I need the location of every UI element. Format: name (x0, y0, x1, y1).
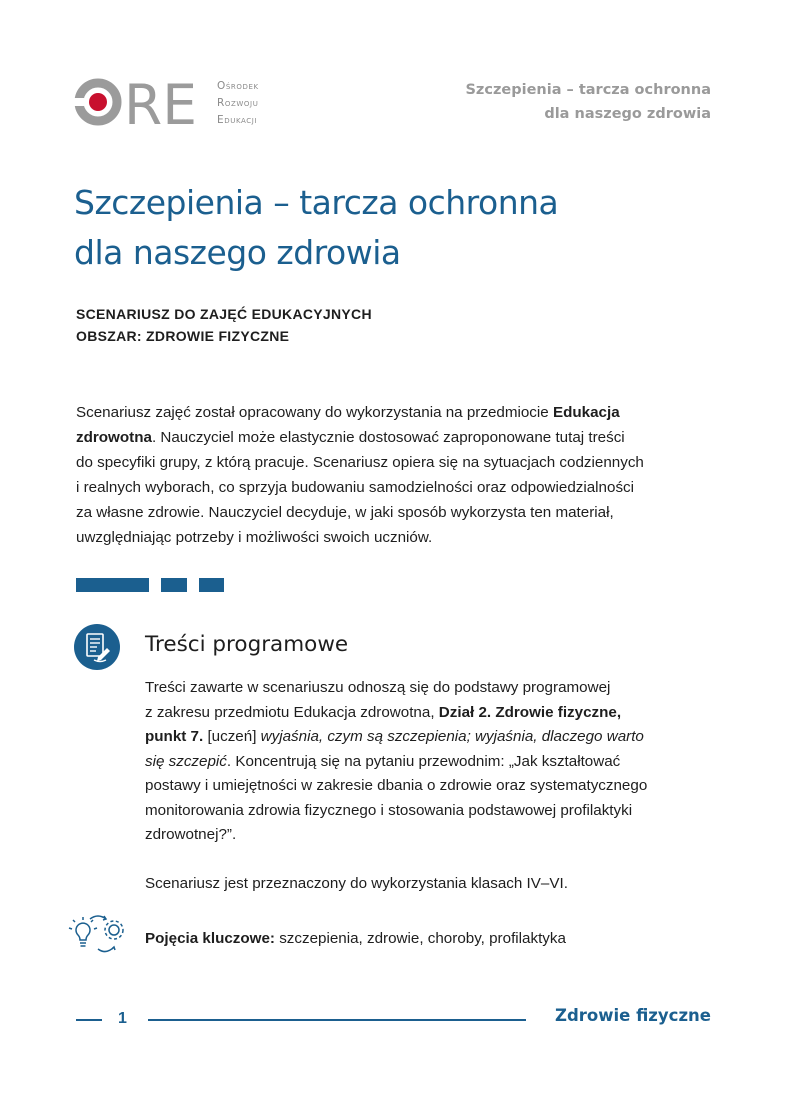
section-italic: się szczepić (145, 752, 227, 770)
subtitle-line: SCENARIUSZ DO ZAJĘĆ EDUKACYJNYCH (76, 306, 372, 322)
lightbulb-gears-icon (64, 911, 130, 963)
section-text: [uczeń] (203, 728, 261, 745)
intro-paragraph (76, 400, 726, 550)
document-subtitle (76, 303, 372, 347)
ore-logo-mark (74, 74, 212, 130)
section-italic: wyjaśnia, czym są szczepienia; wyjaśnia, dlaczego warto (260, 728, 644, 745)
logo-text-line: Rozwoju (217, 97, 259, 109)
section-text: postawy i umiejętności w zakresie dbania o zdrowie oraz systematycznego (145, 777, 648, 794)
running-header-line: Szczepienia – tarcza ochronna (465, 82, 711, 98)
ore-logo (74, 72, 294, 136)
running-header (465, 78, 711, 126)
document-edit-icon (74, 624, 120, 670)
intro-text: uwzględniając potrzeby i możliwości swoich uczniów. (76, 529, 433, 546)
intro-text: za własne zdrowie. Nauczyciel decyduje, w jaki sposób wykorzysta ten materiał, (76, 504, 614, 521)
intro-text: do specyfiki grupy, z którą pracuje. Scenariusz opiera się na sytuacjach codziennych (76, 454, 644, 471)
section-body (145, 676, 725, 896)
footer-rule (148, 1019, 526, 1021)
running-header-line: dla naszego zdrowia (544, 106, 711, 122)
intro-text: . Nauczyciel może elastycznie dostosować zaproponowane tutaj treści (151, 429, 625, 446)
section-emphasis: Dział 2. Zdrowie fizyczne, (438, 703, 622, 721)
section-text: zdrowotnej?”. (145, 826, 237, 843)
section-title: Treści programowe (145, 632, 349, 657)
logo-text-line: Edukacji (217, 114, 258, 126)
section-text: Scenariusz jest przeznaczony do wykorzystania klasach IV–VI. (145, 874, 568, 892)
footer-section-name: Zdrowie fizyczne (555, 1006, 711, 1025)
logo-text-line: Ośrodek (217, 80, 259, 92)
title-line: Szczepienia – tarcza ochronna (74, 183, 559, 222)
footer-rule-left (76, 1019, 102, 1021)
intro-emphasis: Edukacja (552, 404, 620, 421)
document-title (74, 178, 714, 278)
section-emphasis: punkt 7. (145, 728, 204, 745)
section-text: monitorowania zdrowia fizycznego i stosowania podstawowej profilaktyki (145, 801, 633, 819)
logo-institution-name (217, 78, 259, 129)
section-text: Treści zawarte w scenariuszu odnoszą się do podstawy programowej (145, 679, 611, 696)
section-text: . Koncentrują się na pytaniu przewodnim: „Jak kształtować (226, 752, 621, 770)
section-text: z zakresu przedmiotu Edukacja zdrowotna, (145, 703, 439, 721)
intro-text: i realnych wyborach, co sprzyja budowaniu samodzielności oraz odpowiedzialności (76, 479, 635, 496)
page-number: 1 (118, 1010, 127, 1027)
key-concepts-label: Pojęcia kluczowe: (145, 930, 275, 947)
key-concepts (145, 927, 566, 951)
decorative-bar (161, 578, 187, 592)
decorative-bar (76, 578, 149, 592)
intro-text: Scenariusz zajęć został opracowany do wykorzystania na przedmiocie (76, 404, 553, 421)
decorative-bar (199, 578, 224, 592)
logo-letters: RE (124, 74, 197, 130)
key-concepts-value: szczepienia, zdrowie, choroby, profilaktyka (274, 930, 566, 947)
intro-emphasis: zdrowotna (76, 429, 152, 446)
title-line: dla naszego zdrowia (74, 233, 401, 272)
subtitle-line: OBSZAR: ZDROWIE FIZYCZNE (76, 328, 290, 344)
